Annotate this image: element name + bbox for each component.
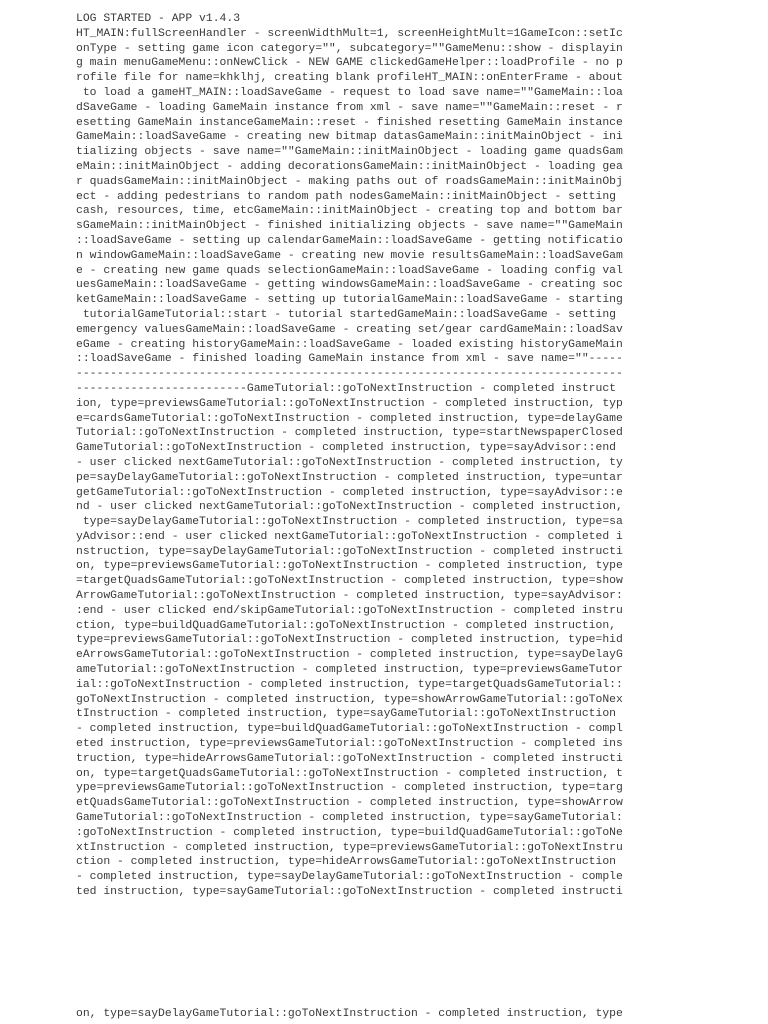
log-line: tializing objects - save name=""GameMain::initMainObject - loading game quadsGam	[76, 146, 623, 159]
log-line: eArrowsGameTutorial::goToNextInstruction - completed instruction, type=sayDelayG	[76, 649, 623, 662]
log-output	[76, 12, 676, 900]
log-line: onType - setting game icon category="", subcategory=""GameMenu::show - displayin	[76, 42, 623, 55]
log-line: pe=sayDelayGameTutorial::goToNextInstruction - completed instruction, type=untar	[76, 471, 623, 484]
log-line: goToNextInstruction - completed instruction, type=showArrowGameTutorial::goToNex	[76, 693, 623, 706]
log-line: ameTutorial::goToNextInstruction - completed instruction, type=previewsGameTutor	[76, 664, 623, 677]
log-line: e=cardsGameTutorial::goToNextInstruction - completed instruction, type=delayGame	[76, 412, 623, 425]
log-line: ect - adding pedestrians to random path nodesGameMain::initMainObject - setting	[76, 190, 623, 203]
log-line: type=sayDelayGameTutorial::goToNextInstruction - completed instruction, type=sa	[76, 516, 623, 529]
log-line: ype=previewsGameTutorial::goToNextInstruction - completed instruction, type=targ	[76, 782, 623, 795]
log-line: dSaveGame - loading GameMain instance from xml - save name=""GameMain::reset - r	[76, 101, 623, 114]
log-line: sGameMain::initMainObject - finished initializing objects - save name=""GameMain	[76, 220, 623, 233]
log-line: ction - completed instruction, type=hideArrowsGameTutorial::goToNextInstruction	[76, 856, 623, 869]
log-line: yAdvisor::end - user clicked nextGameTutorial::goToNextInstruction - completed i	[76, 530, 623, 543]
log-line: cash, resources, time, etcGameMain::initMainObject - creating top and bottom bar	[76, 205, 623, 218]
log-line: eGame - creating historyGameMain::loadSaveGame - loaded existing historyGameMain	[76, 338, 623, 351]
log-line-tail: on, type=sayDelayGameTutorial::goToNextInstruction - completed instruction, type	[76, 1008, 623, 1020]
log-line: =targetQuadsGameTutorial::goToNextInstruction - completed instruction, type=show	[76, 575, 623, 588]
log-line: on, type=targetQuadsGameTutorial::goToNextInstruction - completed instruction, t	[76, 767, 623, 780]
log-line: --------------------------------------------------------------------------------	[76, 368, 623, 381]
log-line: :end - user clicked end/skipGameTutorial::goToNextInstruction - completed instru	[76, 604, 623, 617]
log-line: :goToNextInstruction - completed instruction, type=buildQuadGameTutorial::goToNe	[76, 826, 623, 839]
log-line: ketGameMain::loadSaveGame - setting up tutorialGameMain::loadSaveGame - starting	[76, 294, 623, 307]
log-line: r quadsGameMain::initMainObject - making paths out of roadsGameMain::initMainObj	[76, 175, 623, 188]
log-line: e - creating new game quads selectionGameMain::loadSaveGame - loading config val	[76, 264, 623, 277]
log-line: tutorialGameTutorial::start - tutorial startedGameMain::loadSaveGame - setting	[76, 308, 623, 321]
log-line: n windowGameMain::loadSaveGame - creating new movie resultsGameMain::loadSaveGam	[76, 249, 623, 262]
log-line: ction, type=buildQuadGameTutorial::goToNextInstruction - completed instruction,	[76, 619, 623, 632]
log-line: ted instruction, type=sayGameTutorial::goToNextInstruction - completed instructi	[76, 886, 623, 899]
log-line: eMain::initMainObject - adding decorationsGameMain::initMainObject - loading gea	[76, 160, 623, 173]
log-line: uesGameMain::loadSaveGame - getting windowsGameMain::loadSaveGame - creating soc	[76, 279, 623, 292]
log-line: GameTutorial::goToNextInstruction - completed instruction, type=sayGameTutorial:	[76, 812, 623, 825]
log-line: Tutorial::goToNextInstruction - completed instruction, type=startNewspaperClosed	[76, 427, 623, 440]
log-line: getGameTutorial::goToNextInstruction - completed instruction, type=sayAdvisor::e	[76, 486, 623, 499]
log-line: eted instruction, type=previewsGameTutorial::goToNextInstruction - completed ins	[76, 738, 623, 751]
log-line: LOG STARTED - APP v1.4.3	[76, 13, 241, 25]
log-line: ArrowGameTutorial::goToNextInstruction - completed instruction, type=sayAdvisor:	[76, 590, 623, 603]
log-line: to load a gameHT_MAIN::loadSaveGame - request to load save name=""GameMain::loa	[76, 86, 623, 99]
log-line: type=previewsGameTutorial::goToNextInstruction - completed instruction, type=hid	[76, 634, 623, 647]
log-line: tInstruction - completed instruction, type=sayGameTutorial::goToNextInstruction	[76, 708, 623, 721]
log-line: GameTutorial::goToNextInstruction - completed instruction, type=sayAdvisor::end	[76, 442, 623, 455]
log-line: GameMain::loadSaveGame - creating new bitmap datasGameMain::initMainObject - ini	[76, 131, 623, 144]
log-line: - user clicked nextGameTutorial::goToNextInstruction - completed instruction, ty	[76, 456, 623, 469]
log-line: ::loadSaveGame - setting up calendarGameMain::loadSaveGame - getting notificatio	[76, 234, 623, 247]
log-line: g main menuGameMenu::onNewClick - NEW GAME clickedGameHelper::loadProfile - no p	[76, 57, 623, 70]
log-line: ::loadSaveGame - finished loading GameMain instance from xml - save name=""-----	[76, 353, 623, 366]
log-line: -------------------------GameTutorial::goToNextInstruction - completed instruct	[76, 382, 617, 395]
log-line: HT_MAIN:fullScreenHandler - screenWidthMult=1, screenHeightMult=1GameIcon::setIc	[76, 27, 623, 40]
log-line: emergency valuesGameMain::loadSaveGame - creating set/gear cardGameMain::loadSav	[76, 323, 623, 336]
log-line: esetting GameMain instanceGameMain::reset - finished resetting GameMain instance	[76, 116, 623, 129]
log-line: etQuadsGameTutorial::goToNextInstruction - completed instruction, type=showArrow	[76, 797, 623, 810]
log-line: nstruction, type=sayDelayGameTutorial::goToNextInstruction - completed instructi	[76, 545, 623, 558]
log-line: on, type=previewsGameTutorial::goToNextInstruction - completed instruction, type	[76, 560, 623, 573]
log-line: - completed instruction, type=buildQuadGameTutorial::goToNextInstruction - compl	[76, 723, 623, 736]
log-line: rofile file for name=khklhj, creating blank profileHT_MAIN::onEnterFrame - about	[76, 72, 623, 85]
log-line: ion, type=previewsGameTutorial::goToNextInstruction - completed instruction, typ	[76, 397, 623, 410]
log-line: nd - user clicked nextGameTutorial::goToNextInstruction - completed instruction,	[76, 501, 623, 514]
log-line: ial::goToNextInstruction - completed instruction, type=targetQuadsGameTutorial::	[76, 678, 623, 691]
log-line: xtInstruction - completed instruction, type=previewsGameTutorial::goToNextInstru	[76, 841, 623, 854]
log-line: truction, type=hideArrowsGameTutorial::goToNextInstruction - completed instructi	[76, 752, 623, 765]
log-line: - completed instruction, type=sayDelayGameTutorial::goToNextInstruction - comple	[76, 871, 623, 884]
